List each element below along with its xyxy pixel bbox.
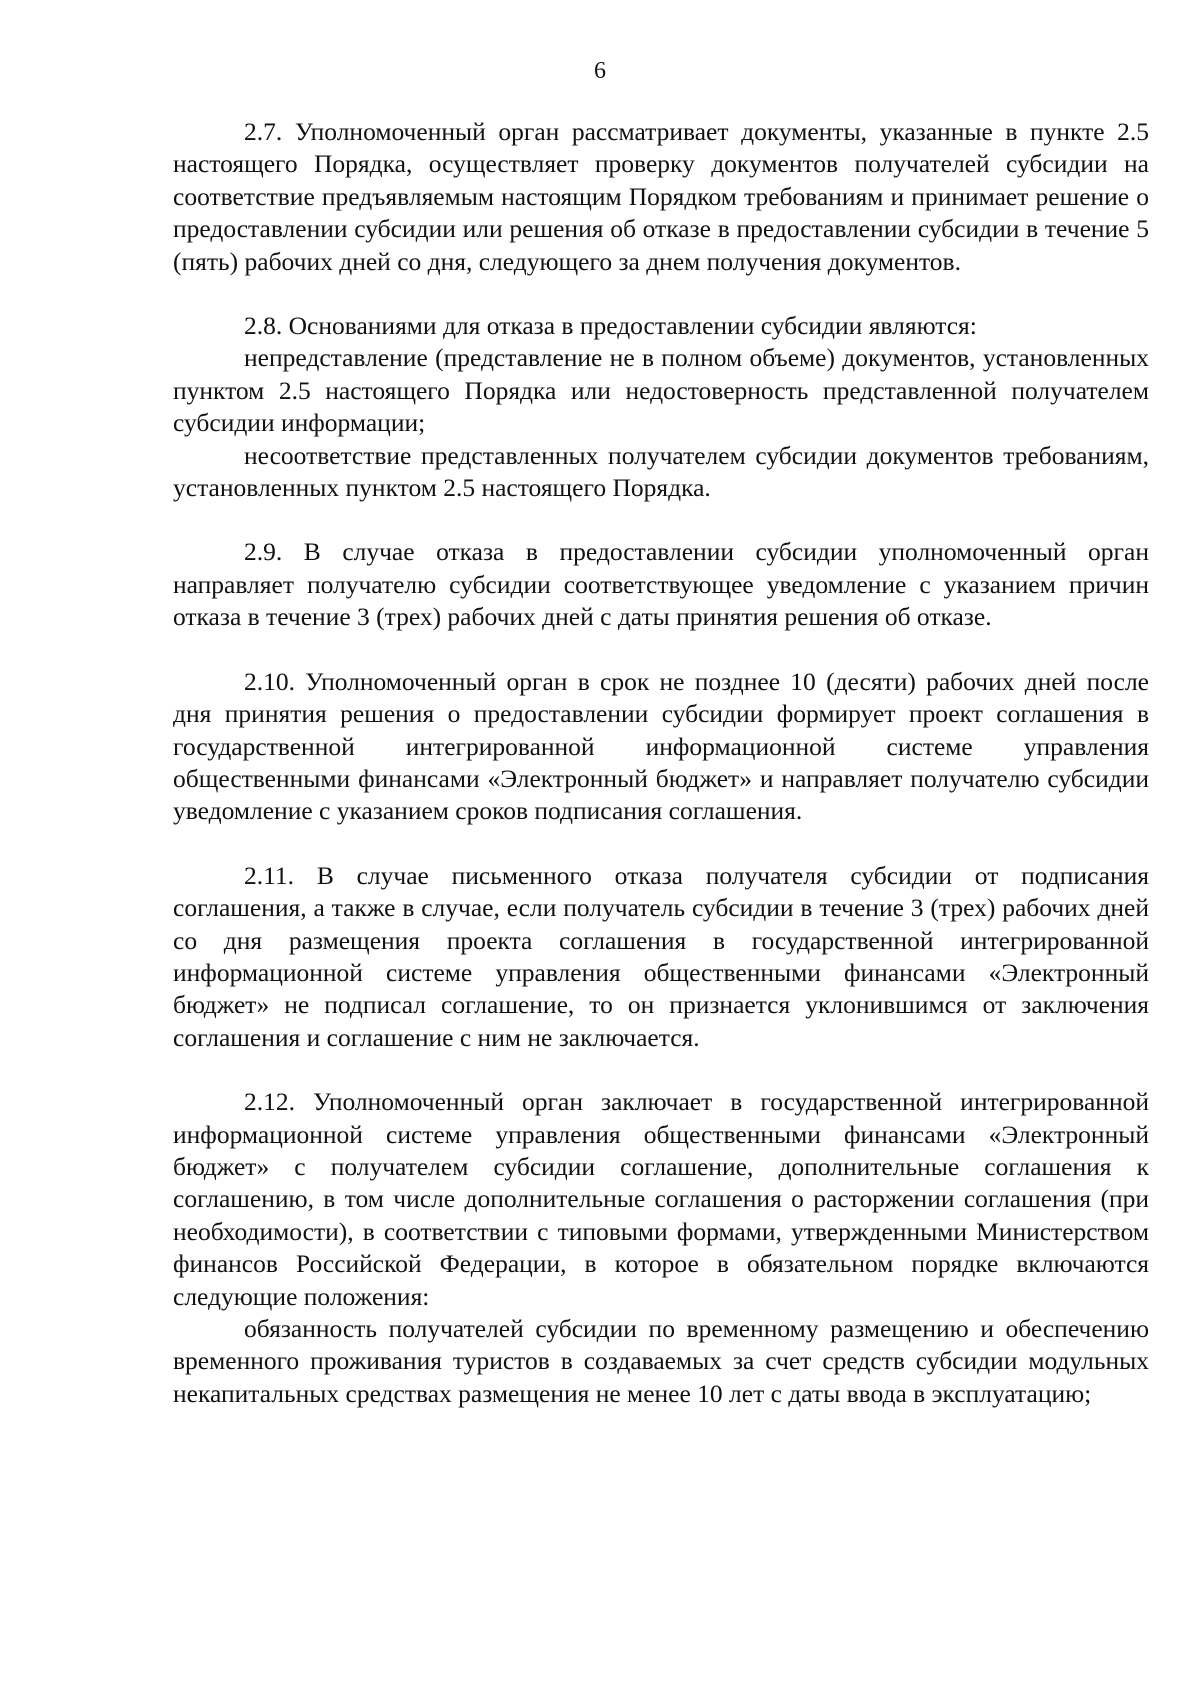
document-body [173,116,1149,1410]
paragraph-2-12-item-1: обязанность получателей субсидии по временному размещению и обеспечению временного проживания туристов в создаваемых за счет средств субсидии модульных некапитальных средствах размещения не менее 10 лет с даты ввода в эксплуатацию; [173,1314,1149,1408]
paragraph-2-8-item-2: несоответствие представленных получателем субсидии документов требованиям, установленных пунктом 2.5 настоящего Порядка. [173,440,1149,503]
paragraph-2-12: 2.12. Уполномоченный орган заключает в государственной интегрированной информационной системе управления общественными финансами «Электронный бюджет» с получателем субсидии соглашение, дополнительные соглашения к соглашению, в том числе дополнительные соглашения о расторжении соглашения (при необходимости), в соответствии с типовыми формами, утвержденными Министерством финансов Российской Федерации, в которое в обязательном порядке включаются следующие положения: [173,1087,1149,1311]
paragraph-2-10: 2.10. Уполномоченный орган в срок не позднее 10 (десяти) рабочих дней после дня принятия решения о предоставлении субсидии формирует проект соглашения в государственной интегрированной информационной системе управления общественными финансами «Электронный бюджет» и направляет получателю субсидии уведомление с указанием сроков подписания соглашения. [173,666,1149,826]
paragraph-2-11: 2.11. В случае письменного отказа получателя субсидии от подписания соглашения, а также в случае, если получатель субсидии в течение 3 (трех) рабочих дней со дня размещения проекта соглашения в государственной интегрированной информационной системе управления общественными финансами «Электронный бюджет» не подписал соглашение, то он признается уклонившимся от заключения соглашения и соглашение с ним не заключается. [173,860,1149,1052]
paragraph-2-7: 2.7. Уполномоченный орган рассматривает документы, указанные в пункте 2.5 настоящего Порядка, осуществляет проверку документов получателей субсидии на соответствие предъявляемым настоящим Порядком требованиям и принимает решение о предоставлении субсидии или решения об отказе в предоставлении субсидии в течение 5 (пять) рабочих дней со дня, следующего за днем получения документов. [173,117,1149,276]
paragraph-2-8-item-1: непредставление (представление не в полном объеме) документов, установленных пунктом 2.5 настоящего Порядка или недостоверность представленной получателем субсидии информации; [173,343,1149,438]
paragraph-2-9: 2.9. В случае отказа в предоставлении субсидии уполномоченный орган направляет получателю субсидии соответствующее уведомление с указанием причин отказа в течение 3 (трех) рабочих дней с даты принятия решения об отказе. [173,537,1149,632]
paragraph-2-8: 2.8. Основаниями для отказа в предоставлении субсидии являются: [244,311,977,341]
page-number: 6 [594,58,606,84]
